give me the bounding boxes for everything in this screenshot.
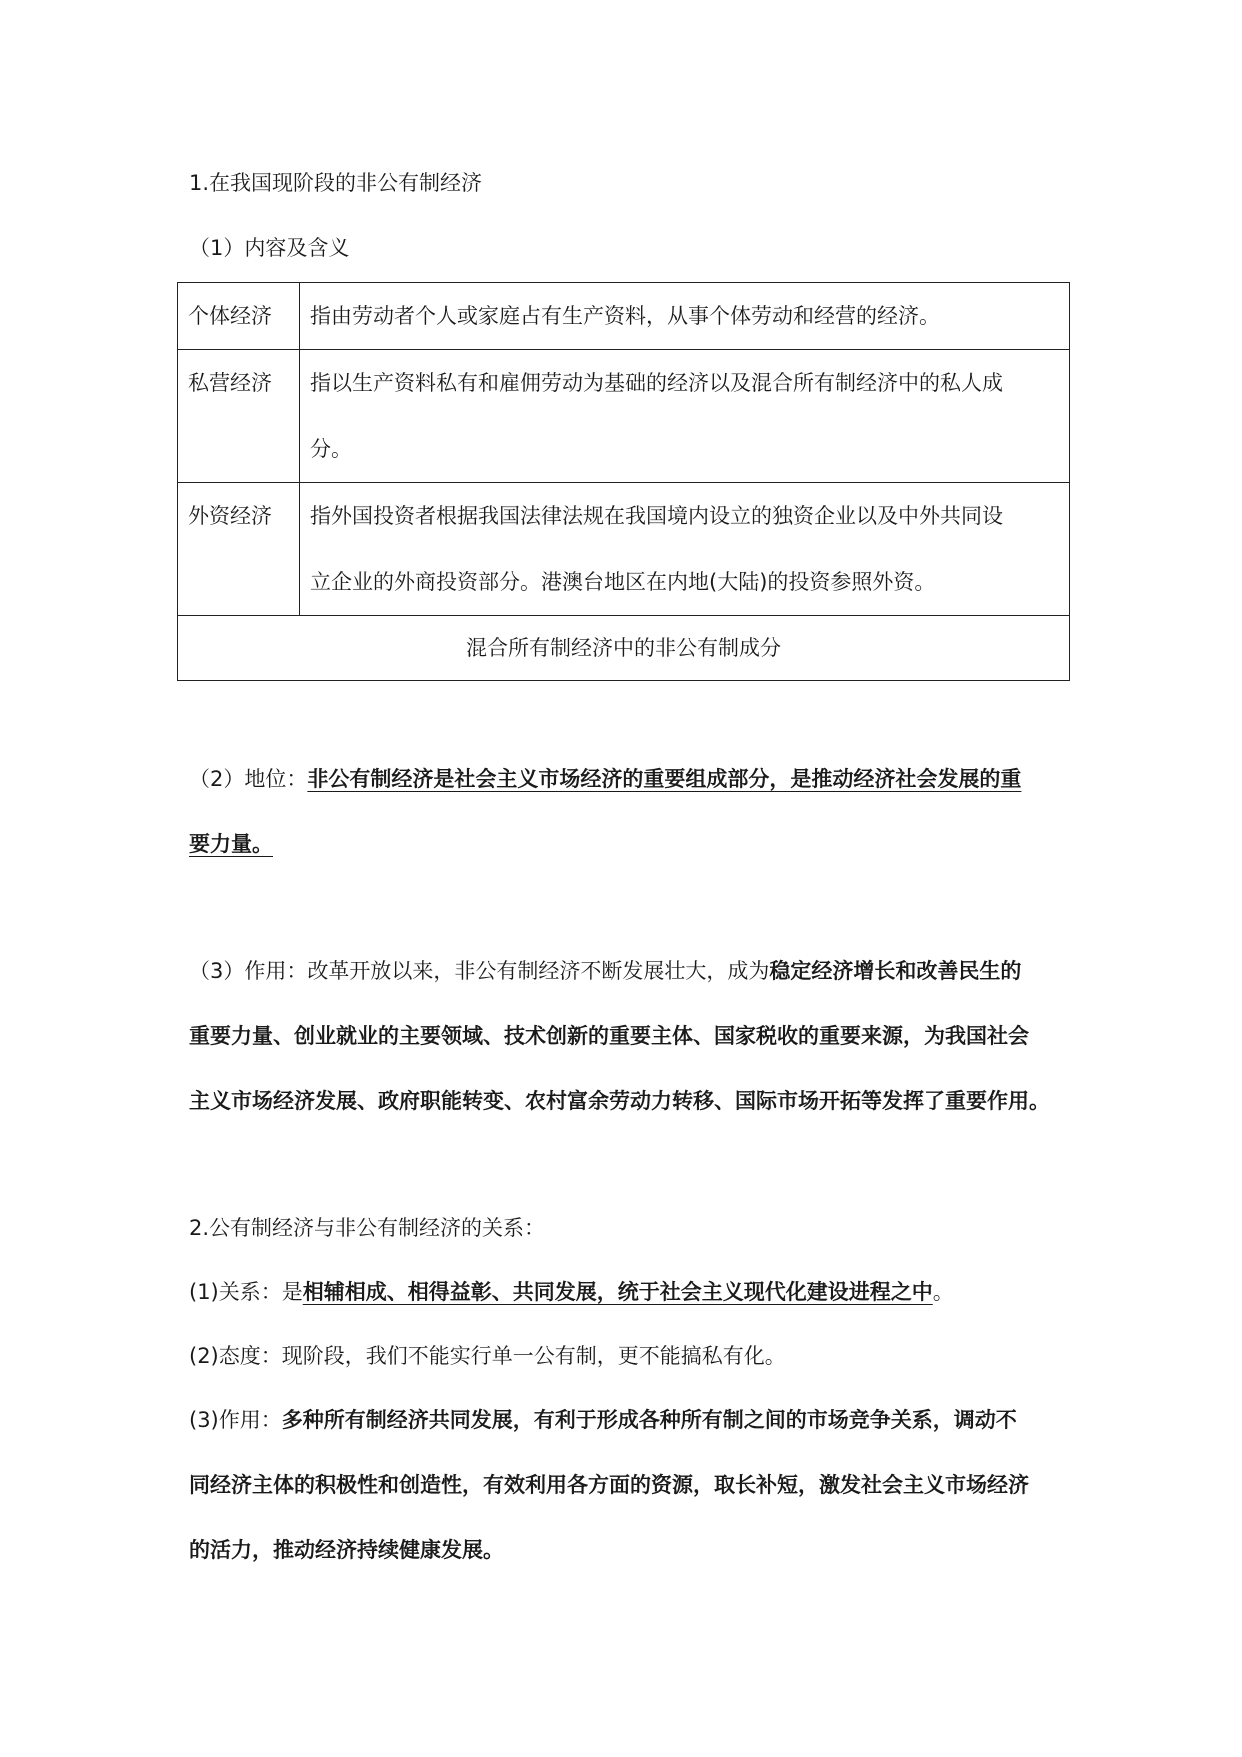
relation-pre: 是 xyxy=(281,1280,303,1304)
table-row xyxy=(178,350,1070,483)
economy-types-table xyxy=(177,282,1070,681)
term-cell: 私营经济 xyxy=(178,350,300,483)
desc-cell xyxy=(300,350,1070,483)
role-paragraph-line2: 重要力量、创业就业的主要领域、技术创新的重要主体、国家税收的重要来源，为我国社会 xyxy=(189,1024,1029,1048)
section1-heading: 1.在我国现阶段的非公有制经济 xyxy=(189,171,483,195)
desc-cell xyxy=(300,483,1070,616)
relation-line xyxy=(189,1277,954,1307)
status-emphasis-cont: 要力量。 xyxy=(189,832,273,856)
desc-line: 指由劳动者个人或家庭占有生产资料，从事个体劳动和经营的经济。 xyxy=(310,304,940,328)
status-emphasis: 非公有制经济是社会主义市场经济的重要组成部分，是推动经济社会发展的重 xyxy=(307,767,1022,791)
role-label: （3）作用：改革开放以来，非公有制经济不断发展壮大，成为 xyxy=(189,959,770,983)
desc-line: 指外国投资者根据我国法律法规在我国境内设立的独资企业以及中外共同设 xyxy=(310,504,1003,528)
effect-emphasis: 多种所有制经济共同发展，有利于形成各种所有制之间的市场竞争关系，调动不 xyxy=(281,1408,1017,1432)
status-paragraph-line1 xyxy=(189,764,1021,794)
status-label: （2）地位： xyxy=(189,767,308,791)
desc-line: 指以生产资料私有和雇佣劳动为基础的经济以及混合所有制经济中的私人成 xyxy=(310,371,1003,395)
content-meaning-label: （1）内容及含义 xyxy=(189,236,350,260)
desc-line: 立企业的外商投资部分。港澳台地区在内地(大陆)的投资参照外资。 xyxy=(310,570,936,594)
role-emphasis: 稳定经济增长和改善民生的 xyxy=(769,959,1022,983)
section2-heading: 2.公有制经济与非公有制经济的关系： xyxy=(189,1216,546,1240)
role-paragraph-line3: 主义市场经济发展、政府职能转变、农村富余劳动力转移、国际市场开拓等发挥了重要作用。 xyxy=(189,1089,1050,1113)
status-paragraph-line2 xyxy=(189,829,273,859)
table-row xyxy=(178,283,1070,350)
relation-label: (1)关系： xyxy=(189,1280,282,1304)
effect-label: (3)作用： xyxy=(189,1408,282,1432)
relation-emphasis: 相辅相成、相得益彰、共同发展，统于社会主义现代化建设进程之中 xyxy=(302,1280,933,1304)
table-row xyxy=(178,483,1070,616)
effect-line3: 的活力，推动经济持续健康发展。 xyxy=(189,1538,504,1562)
table-row xyxy=(178,616,1070,681)
term-cell: 个体经济 xyxy=(178,283,300,350)
table-footer-cell: 混合所有制经济中的非公有制成分 xyxy=(178,616,1070,681)
attitude-line: (2)态度：现阶段，我们不能实行单一公有制，更不能搞私有化。 xyxy=(189,1344,786,1368)
desc-cell xyxy=(300,283,1070,350)
effect-line2: 同经济主体的积极性和创造性，有效利用各方面的资源，取长补短，激发社会主义市场经济 xyxy=(189,1473,1029,1497)
term-cell: 外资经济 xyxy=(178,483,300,616)
desc-line: 分。 xyxy=(310,437,352,461)
role-paragraph-line1 xyxy=(189,956,1021,986)
effect-line1 xyxy=(189,1405,1017,1435)
relation-end: 。 xyxy=(932,1280,954,1304)
